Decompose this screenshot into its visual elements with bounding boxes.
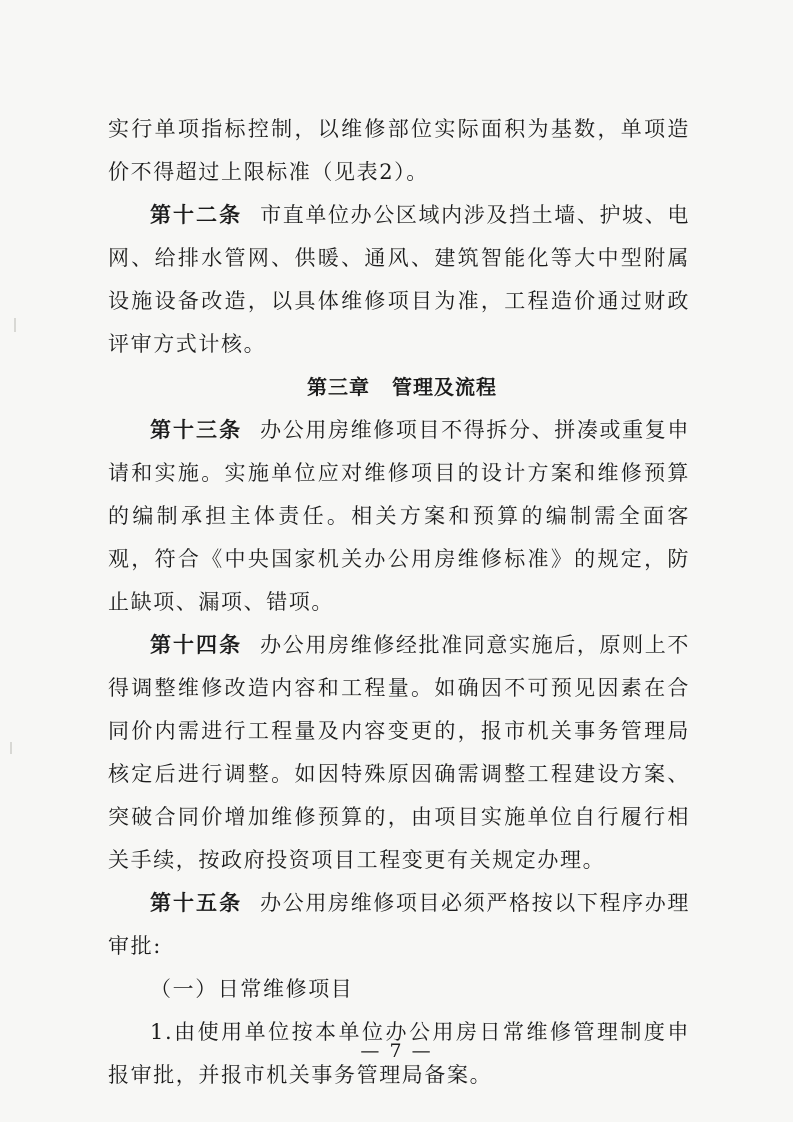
article-number: 第十五条 (150, 891, 243, 915)
article-15 (108, 882, 690, 968)
paragraph-text: 市直单位办公区域内涉及挡土墙、护坡、电网、给排水管网、供暖、通风、建筑智能化等大中型附属设施设备改造，以具体维修项目为准，工程造价通过财政评审方式计核。 (108, 203, 690, 356)
paragraph-text: 办公用房维修项目不得拆分、拼凑或重复申请和实施。实施单位应对维修项目的设计方案和维修预算的编制承担主体责任。相关方案和预算的编制需全面客观，符合《中央国家机关办公用房维修标准》的规定，防止缺项、漏项、错项。 (108, 418, 690, 614)
scan-mark (10, 742, 12, 754)
paragraph-text: 1.由使用单位按本单位办公用房日常维修管理制度申报审批，并报市机关事务管理局备案。 (108, 1020, 690, 1087)
scan-mark (14, 318, 16, 332)
article-12 (108, 194, 690, 366)
page-number: — 7 — (360, 1040, 433, 1062)
chapter-heading (108, 366, 690, 409)
article-number: 第十四条 (150, 633, 243, 657)
paragraph-text: 办公用房维修经批准同意实施后，原则上不得调整维修改造内容和工程量。如确因不可预见因素在合同价内需进行工程量及内容变更的，报市机关事务管理局核定后进行调整。如因特殊原因确需调整工程建设方案、突破合同价增加维修预算的，由项目实施单位自行履行相关手续，按政府投资项目工程变更有关规定办理。 (108, 633, 690, 872)
chapter-number: 第三章 (307, 375, 370, 399)
article-14 (108, 624, 690, 882)
chapter-title: 管理及流程 (392, 375, 497, 399)
paragraph-text: 办公用房维修项目必须严格按以下程序办理审批: (108, 891, 690, 958)
document-body (108, 108, 690, 1097)
paragraph-text: （一）日常维修项目 (150, 977, 354, 1001)
article-number: 第十三条 (150, 418, 243, 442)
paragraph-text: 实行单项指标控制，以维修部位实际面积为基数，单项造价不得超过上限标准（见表2）。 (108, 117, 690, 184)
paragraph-continuation (108, 108, 690, 194)
article-13 (108, 409, 690, 624)
article-number: 第十二条 (150, 203, 243, 227)
subsection-heading (108, 968, 690, 1011)
